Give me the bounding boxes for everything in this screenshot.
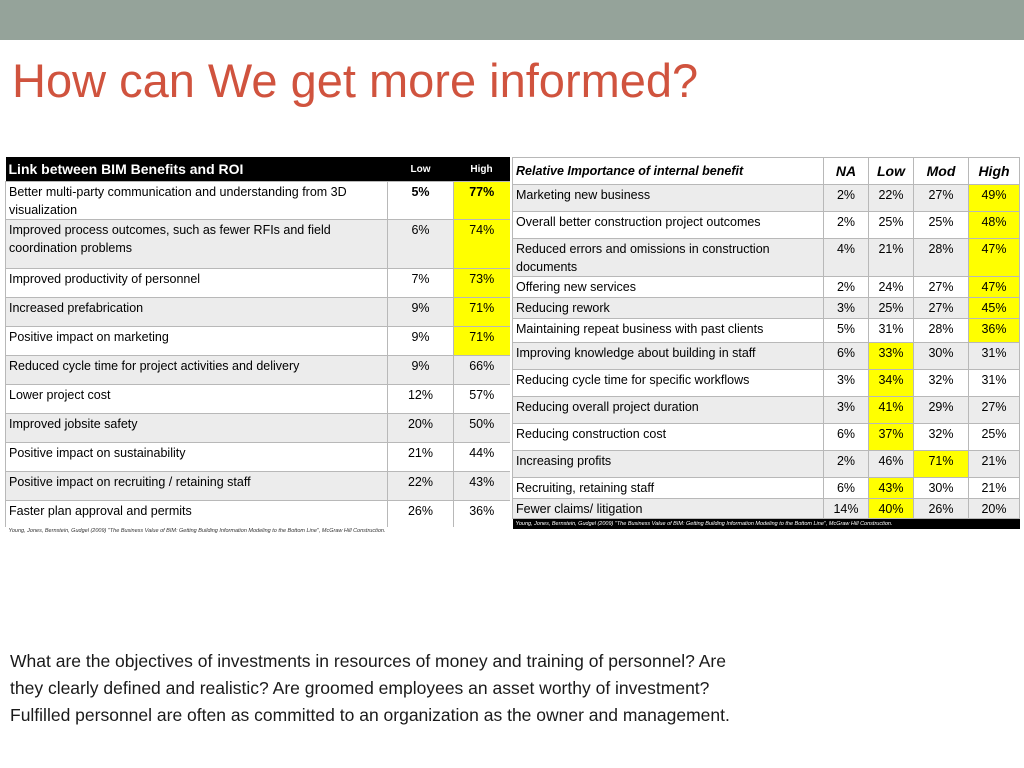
low-value: 22% <box>388 472 454 501</box>
table-row <box>513 424 1020 451</box>
low-value: 34% <box>869 370 914 397</box>
high-value: 71% <box>454 298 510 327</box>
mod-value: 26% <box>914 499 969 519</box>
low-value: 31% <box>869 319 914 343</box>
na-value: 4% <box>824 239 869 277</box>
high-value: 36% <box>969 319 1020 343</box>
column-header: High <box>969 158 1020 185</box>
low-value: 41% <box>869 397 914 424</box>
high-value: 71% <box>454 327 510 356</box>
body-line: What are the objectives of investments in resources of money and training of personnel? Are <box>10 651 726 671</box>
na-value: 6% <box>824 478 869 499</box>
table-row <box>6 414 510 443</box>
high-value: 36% <box>454 501 510 527</box>
table-row <box>513 319 1020 343</box>
table-body <box>6 182 510 527</box>
mod-value: 28% <box>914 239 969 277</box>
na-value: 2% <box>824 451 869 478</box>
table-row <box>513 212 1020 239</box>
low-value: 20% <box>388 414 454 443</box>
table-row <box>6 356 510 385</box>
source-citation: Young, Jones, Bernstein, Gudgel (2009) "The Business Value of BIM: Getting Building Information Modeling to the Bottom Line", McGraw Hill Construction. <box>6 527 510 536</box>
benefit-label: Positive impact on marketing <box>6 327 388 356</box>
na-value: 6% <box>824 424 869 451</box>
benefit-label: Reducing rework <box>513 298 824 319</box>
low-value: 33% <box>869 343 914 370</box>
table-row <box>6 472 510 501</box>
low-value: 21% <box>869 239 914 277</box>
mod-value: 32% <box>914 424 969 451</box>
mod-value: 32% <box>914 370 969 397</box>
table-row <box>513 397 1020 424</box>
na-value: 2% <box>824 212 869 239</box>
table-row <box>6 298 510 327</box>
high-value: 49% <box>969 185 1020 212</box>
high-value: 73% <box>454 269 510 298</box>
na-value: 2% <box>824 185 869 212</box>
column-header: Link between BIM Benefits and ROI <box>6 157 388 182</box>
mod-value: 25% <box>914 212 969 239</box>
benefit-label: Offering new services <box>513 277 824 298</box>
high-value: 25% <box>969 424 1020 451</box>
low-value: 12% <box>388 385 454 414</box>
table-row <box>6 182 510 220</box>
slide-title: How can We get more informed? <box>12 54 699 107</box>
table-row <box>6 443 510 472</box>
low-value: 25% <box>869 212 914 239</box>
table-header-row <box>513 158 1020 185</box>
na-value: 5% <box>824 319 869 343</box>
benefit-label: Reduced errors and omissions in construction documents <box>513 239 824 277</box>
table-row <box>6 269 510 298</box>
column-header: NA <box>824 158 869 185</box>
mod-value: 30% <box>914 478 969 499</box>
high-value: 77% <box>454 182 510 220</box>
benefit-label: Improving knowledge about building in staff <box>513 343 824 370</box>
low-value: 25% <box>869 298 914 319</box>
table-row <box>6 501 510 527</box>
mod-value: 28% <box>914 319 969 343</box>
na-value: 3% <box>824 397 869 424</box>
benefit-label: Maintaining repeat business with past clients <box>513 319 824 343</box>
table-row <box>6 327 510 356</box>
low-value: 5% <box>388 182 454 220</box>
high-value: 74% <box>454 220 510 269</box>
low-value: 26% <box>388 501 454 527</box>
top-bar <box>0 0 1024 40</box>
low-value: 6% <box>388 220 454 269</box>
mod-value: 29% <box>914 397 969 424</box>
benefit-label: Positive impact on recruiting / retaining staff <box>6 472 388 501</box>
column-header: Relative Importance of internal benefit <box>513 158 824 185</box>
benefit-label: Fewer claims/ litigation <box>513 499 824 519</box>
table-row <box>513 478 1020 499</box>
high-value: 20% <box>969 499 1020 519</box>
high-value: 31% <box>969 370 1020 397</box>
high-value: 47% <box>969 239 1020 277</box>
high-value: 45% <box>969 298 1020 319</box>
table-row <box>513 343 1020 370</box>
column-header: Mod <box>914 158 969 185</box>
low-value: 9% <box>388 298 454 327</box>
table-row <box>6 385 510 414</box>
table-row <box>513 499 1020 519</box>
low-value: 37% <box>869 424 914 451</box>
low-value: 22% <box>869 185 914 212</box>
high-value: 66% <box>454 356 510 385</box>
low-value: 24% <box>869 277 914 298</box>
mod-value: 30% <box>914 343 969 370</box>
high-value: 27% <box>969 397 1020 424</box>
table-row <box>513 370 1020 397</box>
body-paragraph <box>10 648 1010 729</box>
benefit-label: Reducing construction cost <box>513 424 824 451</box>
benefit-label: Recruiting, retaining staff <box>513 478 824 499</box>
high-value: 47% <box>969 277 1020 298</box>
na-value: 3% <box>824 370 869 397</box>
table-row <box>513 298 1020 319</box>
source-citation: Young, Jones, Bernstein, Gudgel (2009) "The Business Value of BIM: Getting Building Information Modeling to the Bottom Line", McGraw Hill Construction. <box>513 519 1020 530</box>
benefit-label: Better multi-party communication and understanding from 3D visualization <box>6 182 388 220</box>
mod-value: 71% <box>914 451 969 478</box>
high-value: 57% <box>454 385 510 414</box>
low-value: 43% <box>869 478 914 499</box>
low-value: 40% <box>869 499 914 519</box>
benefit-label: Increased prefabrication <box>6 298 388 327</box>
low-value: 46% <box>869 451 914 478</box>
mod-value: 27% <box>914 277 969 298</box>
benefit-label: Overall better construction project outcomes <box>513 212 824 239</box>
benefit-label: Improved productivity of personnel <box>6 269 388 298</box>
low-value: 21% <box>388 443 454 472</box>
column-header: Low <box>869 158 914 185</box>
table-header-row <box>6 157 510 182</box>
low-value: 7% <box>388 269 454 298</box>
benefit-label: Increasing profits <box>513 451 824 478</box>
internal-benefit-importance-table <box>512 157 1020 529</box>
benefit-label: Improved jobsite safety <box>6 414 388 443</box>
benefit-label: Reducing cycle time for specific workflows <box>513 370 824 397</box>
mod-value: 27% <box>914 185 969 212</box>
benefit-label: Reduced cycle time for project activities and delivery <box>6 356 388 385</box>
na-value: 3% <box>824 298 869 319</box>
high-value: 21% <box>969 451 1020 478</box>
na-value: 2% <box>824 277 869 298</box>
high-value: 31% <box>969 343 1020 370</box>
benefit-label: Marketing new business <box>513 185 824 212</box>
table-row <box>6 220 510 269</box>
high-value: 43% <box>454 472 510 501</box>
table-row <box>513 451 1020 478</box>
body-line: they clearly defined and realistic? Are groomed employees an asset worthy of investment? <box>10 678 710 698</box>
na-value: 14% <box>824 499 869 519</box>
benefit-label: Improved process outcomes, such as fewer RFIs and field coordination problems <box>6 220 388 269</box>
column-header: High <box>454 157 510 182</box>
high-value: 48% <box>969 212 1020 239</box>
benefit-label: Lower project cost <box>6 385 388 414</box>
table-row <box>513 185 1020 212</box>
benefit-label: Positive impact on sustainability <box>6 443 388 472</box>
table-body <box>513 185 1020 519</box>
high-value: 50% <box>454 414 510 443</box>
benefit-label: Faster plan approval and permits <box>6 501 388 527</box>
high-value: 21% <box>969 478 1020 499</box>
high-value: 44% <box>454 443 510 472</box>
low-value: 9% <box>388 327 454 356</box>
mod-value: 27% <box>914 298 969 319</box>
low-value: 9% <box>388 356 454 385</box>
column-header: Low <box>388 157 454 182</box>
table-row <box>513 277 1020 298</box>
bim-benefits-roi-table <box>5 157 510 536</box>
body-line: Fulfilled personnel are often as committed to an organization as the owner and management. <box>10 705 730 725</box>
na-value: 6% <box>824 343 869 370</box>
table-row <box>513 239 1020 277</box>
benefit-label: Reducing overall project duration <box>513 397 824 424</box>
